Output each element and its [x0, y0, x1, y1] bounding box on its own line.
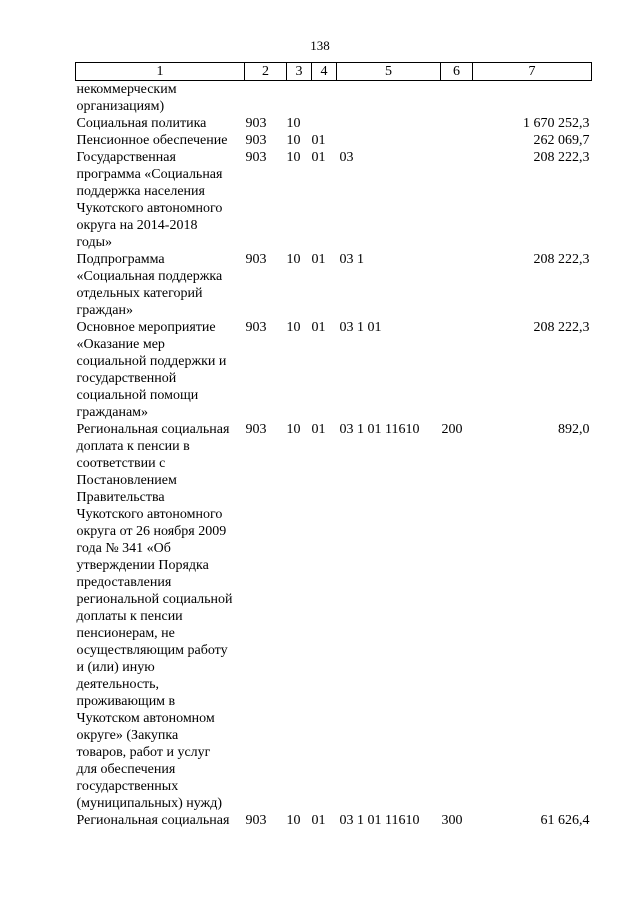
row-expense-type: 300 [441, 813, 463, 828]
row-name-cell [76, 319, 245, 421]
row-name-line: Основное мероприятие [76, 320, 216, 335]
row-name-cell [76, 81, 245, 116]
row-section-code: 10 [286, 320, 301, 335]
row-target-article [337, 115, 441, 132]
table-row [76, 251, 592, 319]
row-target-article: 03 1 [339, 252, 364, 267]
table-row [76, 149, 592, 251]
row-section-code [287, 81, 312, 116]
row-section-code: 10 [286, 150, 301, 165]
row-subsection-code: 01 [311, 813, 326, 828]
table-row [76, 81, 592, 116]
row-name-line: для обеспечения [76, 762, 176, 777]
row-name-line: государственной [76, 371, 177, 386]
row-section-code: 10 [286, 133, 301, 148]
row-name-line: Региональная социальная [76, 422, 230, 437]
table-header [76, 63, 592, 81]
row-name-cell [76, 812, 245, 829]
row-ministry-code: 903 [245, 320, 267, 335]
row-subsection-code: 01 [311, 150, 326, 165]
row-section-code: 10 [286, 252, 301, 267]
row-name-line: товаров, работ и услуг [76, 745, 211, 760]
row-target-article: 03 1 01 11610 [339, 813, 420, 828]
row-name-line: округе» (Закупка [76, 728, 179, 743]
row-amount: 208 222,3 [533, 252, 590, 267]
budget-table [75, 62, 592, 829]
row-name-line: гражданам» [76, 405, 149, 420]
header-row [76, 63, 592, 81]
row-name-line: утверждении Порядка [76, 558, 209, 573]
row-name-line: года № 341 «Об [76, 541, 171, 556]
row-name-line: (муниципальных) нужд) [76, 796, 223, 811]
row-subsection-code: 01 [311, 320, 326, 335]
row-name-line: отдельных категорий [76, 286, 203, 301]
row-name-line: социальной помощи [76, 388, 199, 403]
row-subsection-code [312, 81, 337, 116]
row-target-article: 03 1 01 11610 [339, 422, 420, 437]
row-expense-type [441, 115, 473, 132]
row-name-line: социальной поддержки и [76, 354, 227, 369]
table-row [76, 421, 592, 812]
row-name-line: осуществляющим работу [76, 643, 228, 658]
row-subsection-code: 01 [311, 422, 326, 437]
header-col-5: 5 [337, 63, 441, 81]
row-name-line: Чукотского автономного [76, 201, 223, 216]
row-name-line: и (или) иную [76, 660, 155, 675]
row-name-cell [76, 251, 245, 319]
row-section-code: 10 [286, 422, 301, 437]
row-name-line: «Оказание мер [76, 337, 165, 352]
row-name-line: программа «Социальная [76, 167, 223, 182]
table-row [76, 812, 592, 829]
row-name-line: доплаты к пенсии [76, 609, 183, 624]
row-ministry-code [245, 81, 287, 116]
table-row [76, 115, 592, 132]
row-name-line: доплата к пенсии в [76, 439, 190, 454]
row-name-line: государственных [76, 779, 179, 794]
row-name-line: проживающим в [76, 694, 176, 709]
row-amount: 61 626,4 [540, 813, 590, 828]
row-name-line: Региональная социальная [76, 813, 230, 828]
row-expense-type [441, 81, 473, 116]
row-target-article [337, 132, 441, 149]
row-subsection-code: 01 [311, 252, 326, 267]
header-col-3: 3 [287, 63, 312, 81]
row-name-line: пенсионерам, не [76, 626, 175, 641]
row-name-line: округа от 26 ноября 2009 [76, 524, 227, 539]
row-name-cell [76, 132, 245, 149]
row-section-code: 10 [286, 116, 301, 131]
row-expense-type: 200 [441, 422, 463, 437]
row-amount: 1 670 252,3 [523, 116, 590, 131]
table-row [76, 319, 592, 421]
row-name-line: организациям) [76, 99, 165, 114]
page-number: 138 [310, 38, 330, 53]
row-expense-type [441, 251, 473, 319]
row-target-article: 03 [339, 150, 354, 165]
table-row [76, 132, 592, 149]
row-amount: 892,0 [558, 422, 590, 437]
row-target-article [337, 81, 441, 116]
row-name-line: некоммерческим [76, 82, 177, 97]
row-ministry-code: 903 [245, 252, 267, 267]
row-name-line: Государственная [76, 150, 176, 165]
row-amount [473, 81, 592, 116]
row-name-line: соответствии с [76, 456, 166, 471]
header-col-4: 4 [312, 63, 337, 81]
row-name-cell [76, 149, 245, 251]
row-name-line: Чукотского автономного [76, 507, 223, 522]
row-name-line: Чукотском автономном [76, 711, 215, 726]
row-name-line: округа на 2014-2018 [76, 218, 198, 233]
row-amount: 208 222,3 [533, 150, 590, 165]
row-name-line: региональной социальной [76, 592, 233, 607]
row-ministry-code: 903 [245, 133, 267, 148]
row-name-line: поддержка населения [76, 184, 205, 199]
header-col-1: 1 [76, 63, 245, 81]
row-expense-type [441, 319, 473, 421]
header-col-7: 7 [473, 63, 592, 81]
row-name-line: деятельность, [76, 677, 160, 692]
row-expense-type [441, 149, 473, 251]
row-ministry-code: 903 [245, 116, 267, 131]
row-name-line: годы» [76, 235, 113, 250]
row-subsection-code: 01 [311, 133, 326, 148]
row-ministry-code: 903 [245, 813, 267, 828]
row-name-line: предоставления [76, 575, 172, 590]
header-col-6: 6 [441, 63, 473, 81]
row-name-line: «Социальная поддержка [76, 269, 223, 284]
row-subsection-code [312, 115, 337, 132]
row-name-line: Пенсионное обеспечение [76, 133, 228, 148]
row-name-line: Правительства [76, 490, 165, 505]
row-target-article: 03 1 01 [339, 320, 382, 335]
row-ministry-code: 903 [245, 422, 267, 437]
header-col-2: 2 [245, 63, 287, 81]
row-name-line: граждан» [76, 303, 133, 318]
row-name-cell [76, 421, 245, 812]
row-amount: 262 069,7 [533, 133, 590, 148]
row-expense-type [441, 132, 473, 149]
row-amount: 208 222,3 [533, 320, 590, 335]
row-name-cell [76, 115, 245, 132]
row-ministry-code: 903 [245, 150, 267, 165]
table-body [76, 81, 592, 830]
row-section-code: 10 [286, 813, 301, 828]
row-name-line: Постановлением [76, 473, 177, 488]
row-name-line: Подпрограмма [76, 252, 165, 267]
row-name-line: Социальная политика [76, 116, 207, 131]
